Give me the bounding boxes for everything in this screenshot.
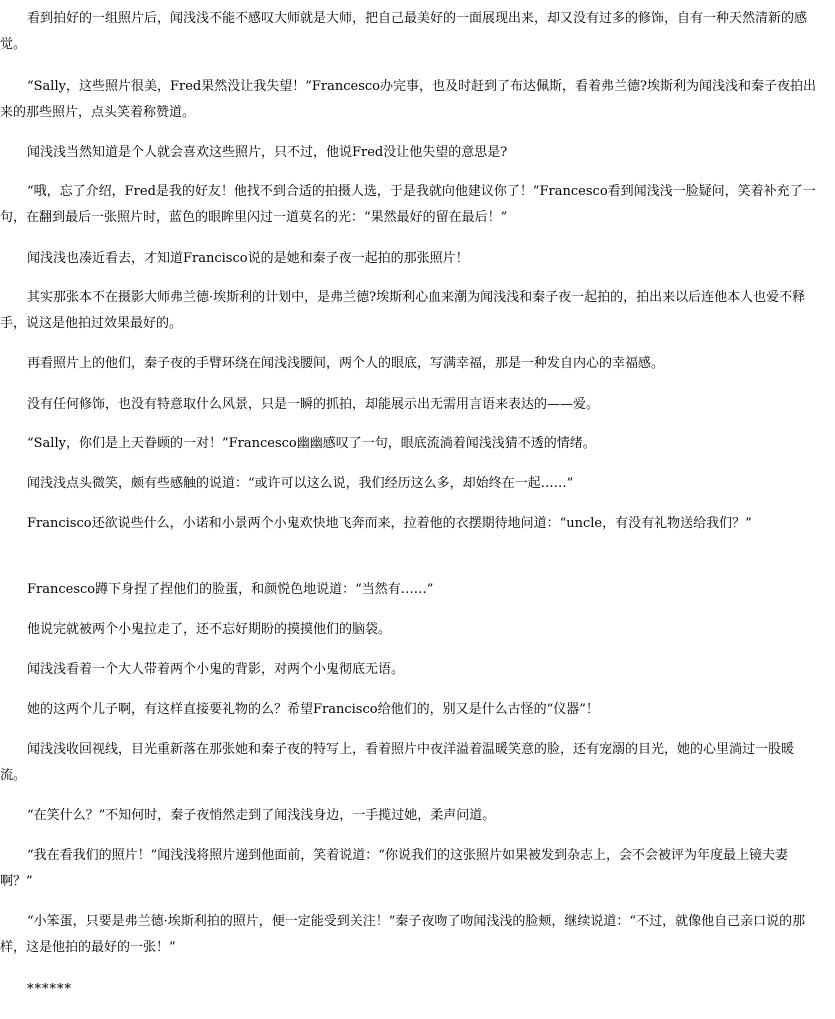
paragraph-5: 闻浅浅也凑近看去，才知道Francisco说的是她和秦子夜一起拍的那张照片！	[27, 251, 469, 266]
paragraph-19: “小笨蛋，只要是弗兰德·埃斯利拍的照片，便一定能受到关注！”秦子夜吻了吻闻浅浅的脸颊，继续说道：“不过，就像他自己亲口说的那样，这是他拍的最好的一张！”	[0, 914, 806, 955]
paragraph-17: “在笑什么？”不知何时，秦子夜悄然走到了闻浅浅身边，一手揽过她，柔声问道。	[27, 808, 496, 823]
paragraph-18: “我在看我们的照片！”闻浅浅将照片递到他面前，笑着说道：“你说我们的这张照片如果被发到杂志上，会不会被评为年度最上镜夫妻啊？”	[0, 848, 788, 889]
paragraph-15: 她的这两个儿子啊，有这样直接要礼物的么？希望Francisco给他们的，别又是什么古怪的“仪器”！	[27, 702, 599, 717]
paragraph-1: 看到拍好的一组照片后，闻浅浅不能不感叹大师就是大师，把自己最美好的一面展现出来，却又没有过多的修饰，自有一种天然清新的感觉。	[0, 11, 808, 52]
paragraph-14: 闻浅浅看着一个大人带着两个小鬼的背影，对两个小鬼彻底无语。	[27, 662, 405, 677]
paragraph-12: Francesco蹲下身捏了捏他们的脸蛋，和颜悦色地说道：“当然有……”	[27, 582, 434, 597]
section-separator: ******	[27, 982, 72, 997]
paragraph-4: “哦，忘了介绍，Fred是我的好友！他找不到合适的拍摄人选，于是我就向他建议你了！”Francesco看到闻浅浅一脸疑问，笑着补充了一句，在翻到最后一张照片时，蓝色的眼眸里闪过一道莫名的光：“果然最好的留在最后！”	[0, 184, 816, 225]
paragraph-2: “Sally，这些照片很美，Fred果然没让我失望！”Francesco办完事，也及时赶到了布达佩斯，看着弗兰德?埃斯利为闻浅浅和秦子夜拍出来的那些照片，点头笑着称赞道。	[0, 79, 816, 120]
paragraph-3: 闻浅浅当然知道是个人就会喜欢这些照片，只不过，他说Fred没让他失望的意思是?	[27, 145, 508, 160]
paragraph-13: 他说完就被两个小鬼拉走了，还不忘好期盼的摸摸他们的脑袋。	[27, 622, 392, 637]
paragraph-11: Francisco还欲说些什么，小诺和小景两个小鬼欢快地飞奔而来，拉着他的衣摆期待地问道：“uncle，有没有礼物送给我们？”	[27, 516, 752, 531]
paragraph-7: 再看照片上的他们，秦子夜的手臂环绕在闻浅浅腰间，两个人的眼底，写满幸福，那是一种发自内心的幸福感。	[27, 356, 665, 371]
paragraph-10: 闻浅浅点头微笑，颇有些感触的说道：“或许可以这么说，我们经历这么多，却始终在一起……”	[27, 476, 574, 491]
paragraph-6: 其实那张本不在摄影大师弗兰德·埃斯利的计划中，是弗兰德?埃斯利心血来潮为闻浅浅和秦子夜一起拍的，拍出来以后连他本人也爱不释手，说这是他拍过效果最好的。	[0, 290, 806, 331]
paragraph-8: 没有任何修饰，也没有特意取什么风景，只是一瞬的抓拍，却能展示出无需用言语来表达的——爱。	[27, 397, 600, 412]
paragraph-16: 闻浅浅收回视线，目光重新落在那张她和秦子夜的特写上，看着照片中夜洋溢着温暖笑意的脸，还有宠溺的目光，她的心里淌过一股暖流。	[0, 742, 795, 783]
paragraph-9: “Sally，你们是上天眷顾的一对！”Francesco幽幽感叹了一句，眼底流淌着闻浅浅猜不透的情绪。	[27, 436, 596, 451]
